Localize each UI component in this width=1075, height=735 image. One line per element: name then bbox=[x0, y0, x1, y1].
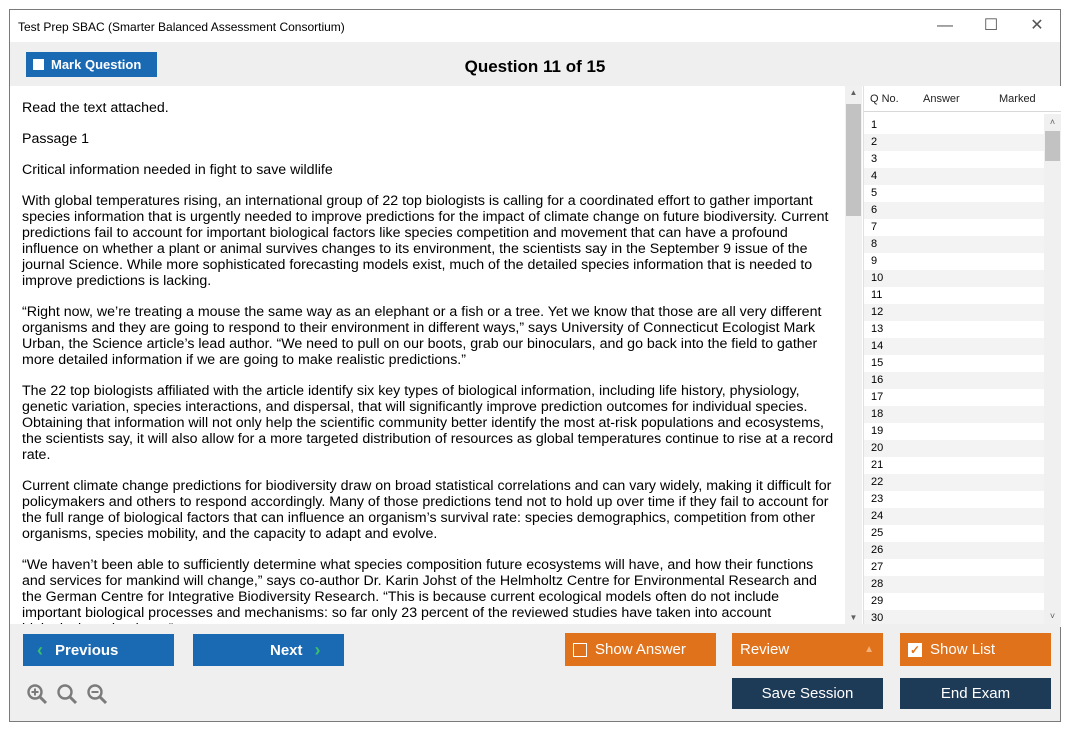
question-list-row[interactable]: 12 bbox=[864, 304, 1061, 321]
footer-toolbar bbox=[10, 624, 1060, 721]
passage-scroll-thumb[interactable] bbox=[846, 104, 861, 216]
passage-label: Passage 1 bbox=[22, 131, 90, 147]
question-list-row[interactable]: 16 bbox=[864, 372, 1061, 389]
show-list-button[interactable] bbox=[900, 633, 1051, 666]
question-list-scrollbar[interactable] bbox=[1044, 114, 1061, 624]
question-header bbox=[10, 42, 1060, 86]
question-list-row[interactable]: 22 bbox=[864, 474, 1061, 491]
window-title: Test Prep SBAC (Smarter Balanced Assessment Consortium) bbox=[18, 20, 345, 34]
next-button[interactable] bbox=[193, 634, 344, 666]
question-list-row[interactable]: 9 bbox=[871, 255, 878, 267]
question-list-row[interactable]: 17 bbox=[871, 391, 884, 403]
question-list-rows bbox=[864, 112, 1061, 627]
review-label: Review bbox=[740, 641, 790, 658]
scroll-up-icon[interactable]: ▲ bbox=[849, 88, 858, 97]
question-list-row[interactable]: 4 bbox=[864, 168, 1061, 185]
passage-heading: Critical information needed in fight to save wildlife bbox=[22, 162, 333, 178]
show-list-label: Show List bbox=[930, 641, 996, 658]
dropdown-arrow-icon: ▲ bbox=[864, 644, 874, 655]
chevron-left-icon: ‹ bbox=[37, 639, 43, 660]
question-list-row[interactable]: 20 bbox=[864, 440, 1061, 457]
save-session-label: Save Session bbox=[761, 685, 854, 702]
passage-paragraph: “Right now, we’re treating a mouse the same way as an elephant or a fish or a tree. Yet we know that those are all very different organisms and they are going to respond to their environment in different ways,” says University of Connecticut Ecologist Mark Urban, the Science article’s lead author. “We need to pull on our boots, grab our binoculars, and go back into the field to gather more detailed information if we are going to make realistic predictions.” bbox=[22, 304, 822, 368]
app-window bbox=[9, 9, 1061, 722]
question-list-row[interactable]: 1 bbox=[871, 119, 878, 131]
question-list-row[interactable]: 2 bbox=[864, 134, 1061, 151]
question-list-panel bbox=[863, 86, 1061, 624]
show-answer-label: Show Answer bbox=[595, 641, 686, 658]
question-list-row[interactable]: 15 bbox=[871, 357, 884, 369]
passage-text bbox=[10, 86, 834, 637]
end-exam-button[interactable] bbox=[900, 678, 1051, 709]
chevron-right-icon: › bbox=[314, 639, 321, 660]
question-list-row[interactable]: 28 bbox=[864, 576, 1061, 593]
passage-paragraph: With global temperatures rising, an international group of 22 top biologists is calling for a coordinated effort to gather important species information that is urgently needed to improve predictions for the impact of climate change on future biodiversity. Current predictions fail to account for important biological factors like species competition and movement that can have a profound influence on whether a plant or animal survives changes to its environment, the scientists say in the September 9 issue of the journal Science. While more sophisticated forecasting models exist, much of the detailed species information that is needed to improve predictions is lacking. bbox=[22, 193, 829, 289]
question-list-row[interactable]: 30 bbox=[864, 610, 1061, 627]
magnifier-icon[interactable] bbox=[56, 683, 78, 705]
question-list-row[interactable]: 14 bbox=[864, 338, 1061, 355]
passage-panel bbox=[10, 86, 845, 624]
mark-question-button[interactable] bbox=[26, 52, 157, 77]
question-list-row[interactable]: 3 bbox=[871, 153, 878, 165]
passage-paragraph: “We haven’t been able to sufficiently determine what species composition future ecosystems will have, and how their functions and services for mankind will change,” says co-author Dr. Karin Johst of the Helmholtz Centre for Environmental Research and the German Centre for Integrative Biodiversity Research. “This is because current ecological models often do not include important biological processes and mechanisms: so far only 23 percent of the reviewed studies have taken into account bbox=[22, 557, 817, 621]
question-list-header bbox=[864, 86, 1061, 112]
minimize-button[interactable]: — bbox=[937, 17, 953, 34]
question-list-row[interactable]: 21 bbox=[871, 459, 884, 471]
list-scroll-up-icon[interactable]: ˄ bbox=[1049, 117, 1056, 127]
list-scroll-thumb[interactable] bbox=[1045, 131, 1060, 161]
question-list-row[interactable]: 25 bbox=[871, 527, 884, 539]
question-list-row[interactable]: 5 bbox=[871, 187, 878, 199]
next-label: Next bbox=[270, 641, 303, 659]
show-answer-button[interactable] bbox=[565, 633, 716, 666]
previous-label: Previous bbox=[55, 641, 119, 659]
end-exam-label: End Exam bbox=[940, 685, 1011, 702]
title-bar bbox=[10, 10, 1060, 42]
question-list-row[interactable]: 18 bbox=[864, 406, 1061, 423]
question-list-row[interactable]: 26 bbox=[864, 542, 1061, 559]
passage-scrollbar[interactable] bbox=[845, 86, 862, 624]
previous-button[interactable] bbox=[23, 634, 174, 666]
marked-header: Marked bbox=[999, 93, 1036, 105]
question-list-row[interactable]: 13 bbox=[871, 323, 884, 335]
close-button[interactable]: ✕ bbox=[1030, 17, 1044, 34]
question-list-row[interactable]: 23 bbox=[871, 493, 884, 505]
passage-paragraph: Current climate change predictions for biodiversity draw on broad statistical correlations and can vary widely, making it difficult for policymakers and others to respond accordingly. Many of those predictions tend not to hold up over time if they fail to account for the full range of biological factors that can influence an organism’s survival rate: species demographics, competition from other organisms, species mobility, and the capacity to adapt and evolve. bbox=[22, 478, 832, 542]
show-list-checkbox[interactable]: ✓ bbox=[909, 642, 921, 657]
question-title: Question 11 of 15 bbox=[464, 57, 606, 76]
passage-paragraph: The 22 top biologists affiliated with the article identify six key types of biological information, including life history, physiology, genetic variation, species interactions, and dispersal, that will significantly improve prediction outcomes for individual species. Obtaining that information will not only help the scientific community better identify the most at-risk populations and ecosystems, the scientists say, it will also allow for a more targeted distribution of resources as global temperatures continue to rise at a record rate. bbox=[22, 383, 834, 463]
question-list-row[interactable]: 6 bbox=[864, 202, 1061, 219]
zoom-out-icon[interactable] bbox=[86, 683, 108, 705]
question-list-row[interactable]: 8 bbox=[864, 236, 1061, 253]
question-list-row[interactable]: 11 bbox=[871, 289, 883, 301]
answer-header: Answer bbox=[923, 93, 960, 105]
question-list-row[interactable]: 7 bbox=[871, 221, 878, 233]
question-list-row[interactable]: 10 bbox=[864, 270, 1061, 287]
mark-question-label: Mark Question bbox=[51, 57, 142, 72]
mark-checkbox[interactable] bbox=[33, 59, 44, 70]
scroll-down-icon[interactable]: ▼ bbox=[849, 613, 858, 622]
question-list-row[interactable]: 19 bbox=[871, 425, 884, 437]
instruction-text: Read the text attached. bbox=[22, 100, 169, 116]
zoom-in-icon[interactable] bbox=[26, 683, 48, 705]
question-list-row[interactable]: 29 bbox=[871, 595, 884, 607]
question-list-row[interactable]: 24 bbox=[864, 508, 1061, 525]
list-scroll-down-icon[interactable]: ˅ bbox=[1049, 611, 1056, 621]
review-dropdown[interactable] bbox=[732, 633, 883, 666]
save-session-button[interactable] bbox=[732, 678, 883, 709]
question-list-row[interactable]: 27 bbox=[871, 561, 884, 573]
show-answer-checkbox[interactable] bbox=[573, 643, 587, 657]
maximize-button[interactable]: ☐ bbox=[983, 17, 999, 34]
qno-header: Q No. bbox=[870, 93, 899, 105]
